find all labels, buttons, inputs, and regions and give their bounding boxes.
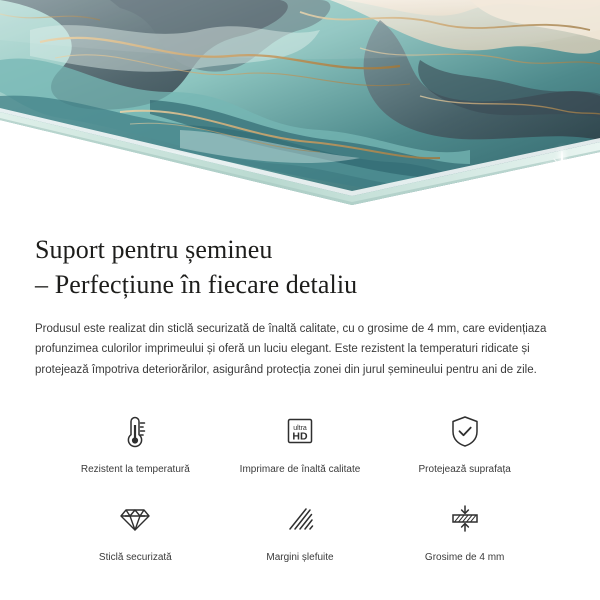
marble-glass-panel-photo [0, 0, 600, 215]
headline-line-1: Suport pentru șemineu [35, 235, 273, 264]
feature-item-print-quality [218, 402, 383, 484]
feature-item-surface-protection [382, 402, 547, 484]
page-title [35, 233, 565, 303]
ultra-hd-bottom-label: HD [292, 430, 308, 443]
feature-label: Sticlă securizată [98, 552, 172, 564]
headline-line-2: – Perfecțiune în fiecare detaliu [35, 269, 358, 299]
hero-image [0, 0, 600, 215]
shield-check-icon [437, 408, 493, 454]
feature-item-tempered-glass [53, 490, 218, 572]
description-content [0, 215, 600, 572]
ultra-hd-icon [272, 408, 328, 454]
ultra-hd-top-label: ultra [293, 425, 307, 433]
feature-label: Rezistent la temperatură [80, 464, 190, 476]
thermometer-icon [107, 408, 163, 454]
feature-item-thickness [382, 490, 547, 572]
feature-grid [35, 402, 565, 572]
thickness-4mm-icon [437, 496, 493, 542]
polished-edges-icon [272, 496, 328, 542]
description-paragraph: Produsul este realizat din sticlă securizată de înaltă calitate, cu o grosime de 4 mm, care evidențiaza profunzimea culorilor imprimeului și oferă un luciu elegant. Este rezistent la temperaturi ridicate și protejează împotriva deteriorărilor, asigurând protecția zonei din jurul șemineului pentru ani de zile. [35, 322, 547, 376]
feature-label: Imprimare de înaltă calitate [239, 464, 361, 476]
feature-label: Margini șlefuite [266, 552, 334, 564]
feature-item-temperature [53, 402, 218, 484]
feature-label: Protejează suprafața [418, 464, 511, 476]
feature-item-polished-edges [218, 490, 383, 572]
diamond-icon [107, 496, 163, 542]
feature-label: Grosime de 4 mm [424, 552, 505, 564]
